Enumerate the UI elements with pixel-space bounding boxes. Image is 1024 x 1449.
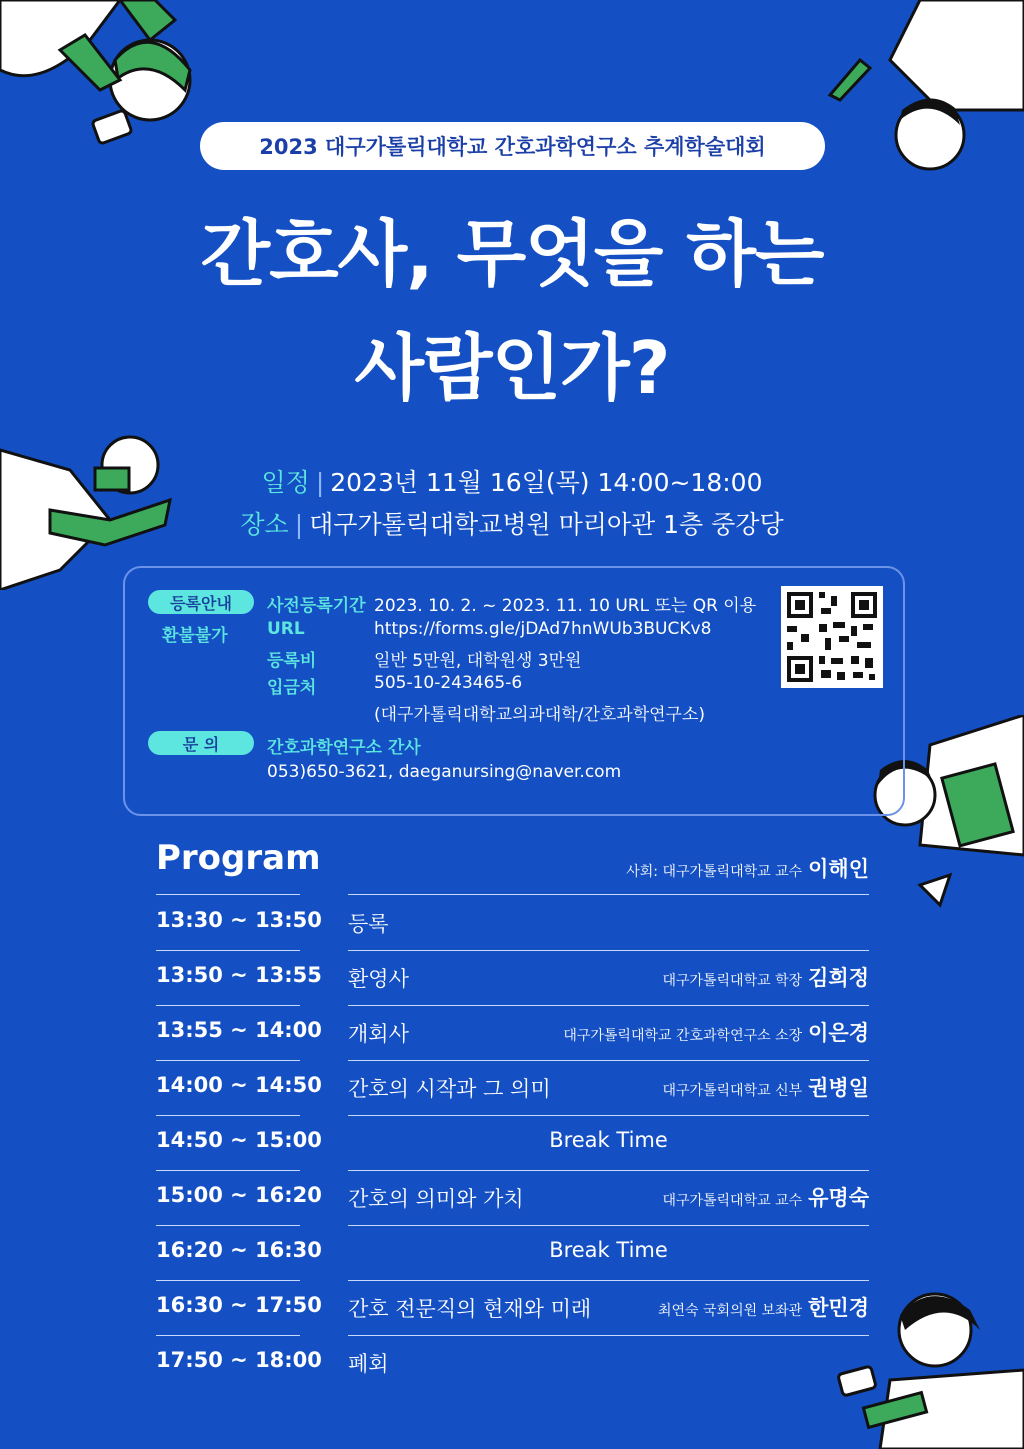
fee-value: 일반 5만원, 대학원생 3만원 (374, 651, 582, 671)
host-name: 이해인 (808, 857, 869, 881)
speaker-org: 대구가톨릭대학교 학장 (662, 973, 803, 989)
program-row-speaker (662, 1072, 869, 1102)
program-row-divider-time (156, 1170, 300, 1171)
speaker-name: 이은경 (808, 1021, 869, 1045)
program-row-title: 간호의 의미와 가치 (348, 1187, 524, 1211)
place-line: 장소 | 대구가톨릭대학교병원 마리아관 1층 중강당 (240, 510, 784, 539)
account-value: 505-10-243465-6 (374, 673, 523, 693)
no-refund-label: 환불불가 (162, 626, 228, 646)
program-row-speaker (658, 1292, 869, 1322)
program-row-speaker (563, 1017, 869, 1047)
date-label: 일정 (261, 468, 310, 497)
nurse-illustration-top-left (0, 0, 220, 170)
program-row-divider-time (156, 1115, 300, 1116)
host-org: 사회: 대구가톨릭대학교 교수 (626, 864, 803, 880)
date-value: 2023년 11월 16일(목) 14:00~18:00 (330, 468, 763, 497)
program-host (626, 853, 869, 883)
program-row-time: 14:00 ~ 14:50 (156, 1073, 322, 1097)
registration-tag: 등록안내 (148, 590, 254, 614)
program-row-divider-time (156, 1335, 300, 1336)
inquiry-name: 간호과학연구소 간사 (267, 738, 421, 758)
speaker-org: 최연숙 국회의원 보좌관 (658, 1303, 803, 1319)
program-title: Program (156, 838, 321, 878)
program-row-time: 13:30 ~ 13:50 (156, 908, 322, 932)
program-row-title: 간호 전문직의 현재와 미래 (348, 1297, 592, 1321)
account-label: 입금처 (267, 678, 317, 698)
program-row-divider (348, 1060, 869, 1061)
headline-line-1: 간호사, 무엇을 하는 (200, 212, 824, 296)
url-link[interactable]: https://forms.gle/jDAd7hnWUb3BUCKv8 (374, 619, 712, 639)
program-row-time: 13:50 ~ 13:55 (156, 963, 322, 987)
date-line: 일정 | 2023년 11월 16일(목) 14:00~18:00 (261, 468, 763, 497)
program-row-divider (348, 1225, 869, 1226)
program-row-title: 폐회 (348, 1352, 389, 1376)
program-row-title: 개회사 (348, 1022, 409, 1046)
program-row-time: 17:50 ~ 18:00 (156, 1348, 322, 1372)
program-row-divider-time (156, 950, 300, 951)
event-title: 2023 대구가톨릭대학교 간호과학연구소 추계학술대회 (259, 135, 766, 159)
program-row-divider (348, 1170, 869, 1171)
program-row-time: 16:30 ~ 17:50 (156, 1293, 322, 1317)
program-row-time: 16:20 ~ 16:30 (156, 1238, 322, 1262)
program-row-title: 환영사 (348, 967, 409, 991)
program-row-title: 간호의 시작과 그 의미 (348, 1077, 551, 1101)
headline-line-2: 사람인가? (354, 326, 670, 410)
program-row-time: 15:00 ~ 16:20 (156, 1183, 322, 1207)
program-row-speaker (662, 962, 869, 992)
program-row-divider-time (156, 1005, 300, 1006)
program-row-time: 13:55 ~ 14:00 (156, 1018, 322, 1042)
program-row-divider (348, 1005, 869, 1006)
nurse-illustration-top-right (820, 0, 1024, 190)
program-row-divider-time (156, 1060, 300, 1061)
program-row-time: 14:50 ~ 15:00 (156, 1128, 322, 1152)
program-row-break: Break Time (549, 1238, 668, 1262)
speaker-org: 대구가톨릭대학교 간호과학연구소 소장 (563, 1028, 803, 1044)
program-row-divider (348, 1335, 869, 1336)
place-label: 장소 (240, 510, 289, 539)
period-label: 사전등록기간 (267, 596, 366, 616)
program-row-title: 등록 (348, 912, 389, 936)
speaker-name: 김희정 (808, 966, 869, 990)
program-row-divider-time (156, 1225, 300, 1226)
program-title-underline (156, 894, 300, 895)
program-row-divider-time (156, 1280, 300, 1281)
qr-code[interactable] (781, 586, 883, 688)
speaker-name: 한민경 (808, 1296, 869, 1320)
inquiry-contact: 053)650-3621, daeganursing@naver.com (267, 762, 622, 782)
program-row-speaker (662, 1182, 869, 1212)
program-row-divider (348, 950, 869, 951)
program-row-divider (348, 1115, 869, 1116)
fee-label: 등록비 (267, 651, 317, 671)
speaker-name: 유명숙 (808, 1186, 869, 1210)
speaker-org: 대구가톨릭대학교 신부 (662, 1083, 803, 1099)
inquiry-tag: 문 의 (148, 731, 254, 755)
program-header-line (348, 894, 869, 895)
program-row-break: Break Time (549, 1128, 668, 1152)
speaker-org: 대구가톨릭대학교 교수 (662, 1193, 803, 1209)
program-row-divider (348, 1280, 869, 1281)
url-label: URL (267, 619, 305, 639)
period-value: 2023. 10. 2. ~ 2023. 11. 10 URL 또는 QR 이용 (374, 596, 757, 616)
place-value: 대구가톨릭대학교병원 마리아관 1층 중강당 (309, 510, 784, 539)
account-holder: (대구가톨릭대학교의과대학/간호과학연구소) (374, 705, 706, 725)
event-title-pill (200, 122, 825, 170)
speaker-name: 권병일 (808, 1076, 869, 1100)
